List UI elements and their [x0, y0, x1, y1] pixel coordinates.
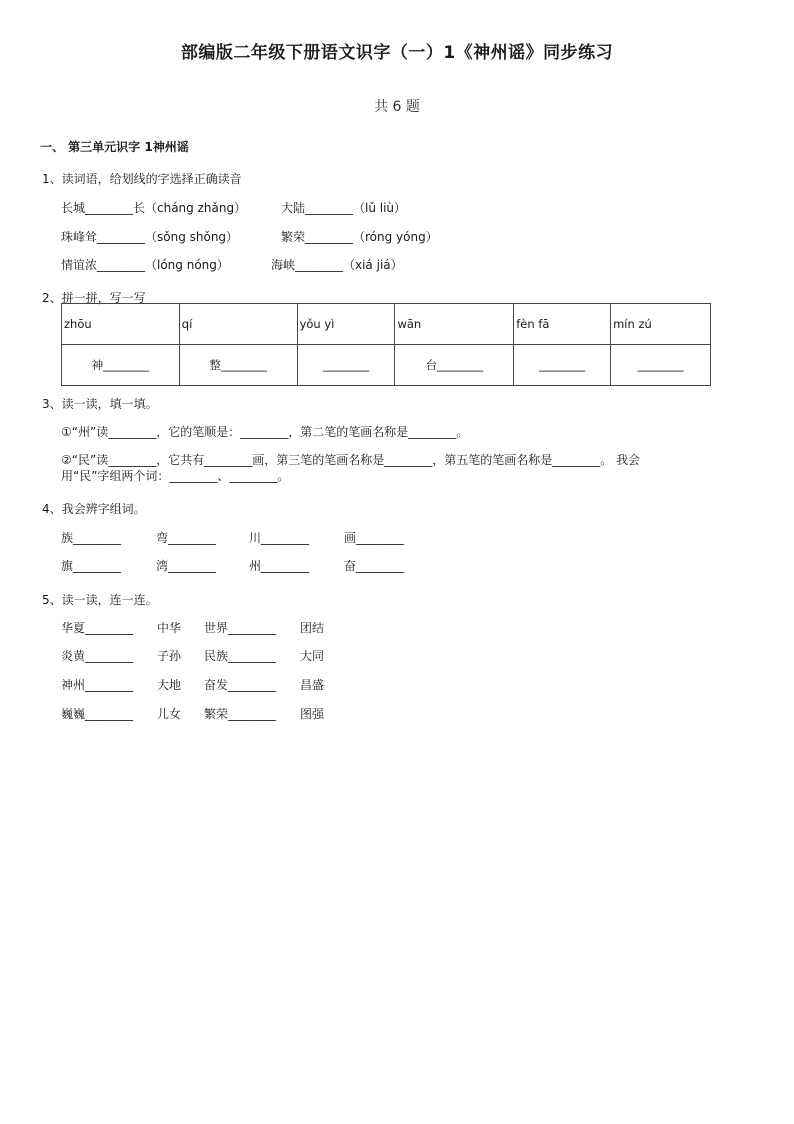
q5-right-word: 大地: [157, 678, 182, 692]
q3-line-2: ②“民”读________，它共有________画，第三笔的笔画名称是________，第五笔的笔画名称是________。 我会: [61, 453, 641, 467]
q5-right-word: 中华: [157, 621, 182, 635]
question-3-label: 3、读一读，填一填。: [42, 397, 158, 411]
pinyin-row: [62, 304, 711, 345]
q5-right-word: 大同: [300, 649, 325, 663]
answer-cell: 整________: [179, 345, 297, 386]
question-2-label: 2、拼一拼，写一写: [42, 291, 146, 305]
question-count: 共 6 题: [374, 99, 420, 115]
question-1-label: 1、读词语，给划线的字选择正确读音: [42, 172, 242, 186]
q4-row: [61, 557, 404, 574]
q4-item: 州________: [249, 559, 310, 573]
q1-item: 大陆________（lǔ liù）: [281, 201, 407, 215]
q4-item: 族________: [61, 531, 122, 545]
q4-item: 川________: [249, 531, 310, 545]
q5-left-word: 炎黄________: [61, 649, 134, 663]
pinyin-cell: zhōu: [62, 304, 180, 345]
q4-item: 画________: [344, 531, 405, 545]
q5-left-word: 华夏________: [61, 621, 134, 635]
page-title: 部编版二年级下册语文识字（一）1《神州谣》同步练习: [180, 43, 614, 63]
answer-cell: ________: [297, 345, 395, 386]
answer-row: [62, 345, 711, 386]
q4-item: 湾________: [156, 559, 217, 573]
q1-item: 长城________长（cháng zhǎng）: [61, 201, 247, 215]
q5-left-word: 巍巍________: [61, 707, 134, 721]
q5-left-word: 神州________: [61, 678, 134, 692]
q1-item: 海峡________（xiá jiá）: [271, 258, 403, 272]
answer-cell: ________: [611, 345, 711, 386]
q5-right-word: 儿女: [157, 707, 182, 721]
q5-left-word: 繁荣________: [204, 707, 277, 721]
q4-item: 弯________: [156, 531, 217, 545]
answer-cell: 台________: [395, 345, 514, 386]
q5-left-word: 世界________: [204, 621, 277, 635]
pinyin-cell: yǒu yì: [297, 304, 395, 345]
q1-item: 情谊浓________（lóng nóng）: [61, 258, 229, 272]
question-4-label: 4、我会辨字组词。: [42, 502, 146, 516]
question-5-label: 5、读一读，连一连。: [42, 593, 158, 607]
section-heading: 一、 第三单元识字 1神州谣: [40, 140, 189, 154]
q1-item: 珠峰耸________（sǒng shǒng）: [61, 230, 239, 244]
q4-item: 旗________: [61, 559, 122, 573]
q5-right-word: 昌盛: [300, 678, 325, 692]
pinyin-cell: mín zú: [611, 304, 711, 345]
q3-line-3: 用“民”字组两个词：________、________。: [61, 469, 290, 483]
q5-left-word: 奋发________: [204, 678, 277, 692]
pinyin-cell: fèn fā: [514, 304, 611, 345]
q5-right-word: 图强: [300, 707, 325, 721]
answer-cell: 神________: [62, 345, 180, 386]
answer-cell: ________: [514, 345, 611, 386]
pinyin-cell: qí: [179, 304, 297, 345]
q3-line-1: ①“州”读________，它的笔顺是：________，第二笔的笔画名称是________。: [61, 425, 469, 439]
q5-right-word: 团结: [300, 621, 325, 635]
q1-item: 繁荣________（róng yóng）: [281, 230, 438, 244]
pinyin-cell: wān: [395, 304, 514, 345]
q5-left-word: 民族________: [204, 649, 277, 663]
q5-right-word: 子孙: [157, 649, 182, 663]
q4-item: 奋________: [344, 559, 405, 573]
pinyin-table: [61, 303, 711, 386]
q4-row: [61, 529, 404, 546]
